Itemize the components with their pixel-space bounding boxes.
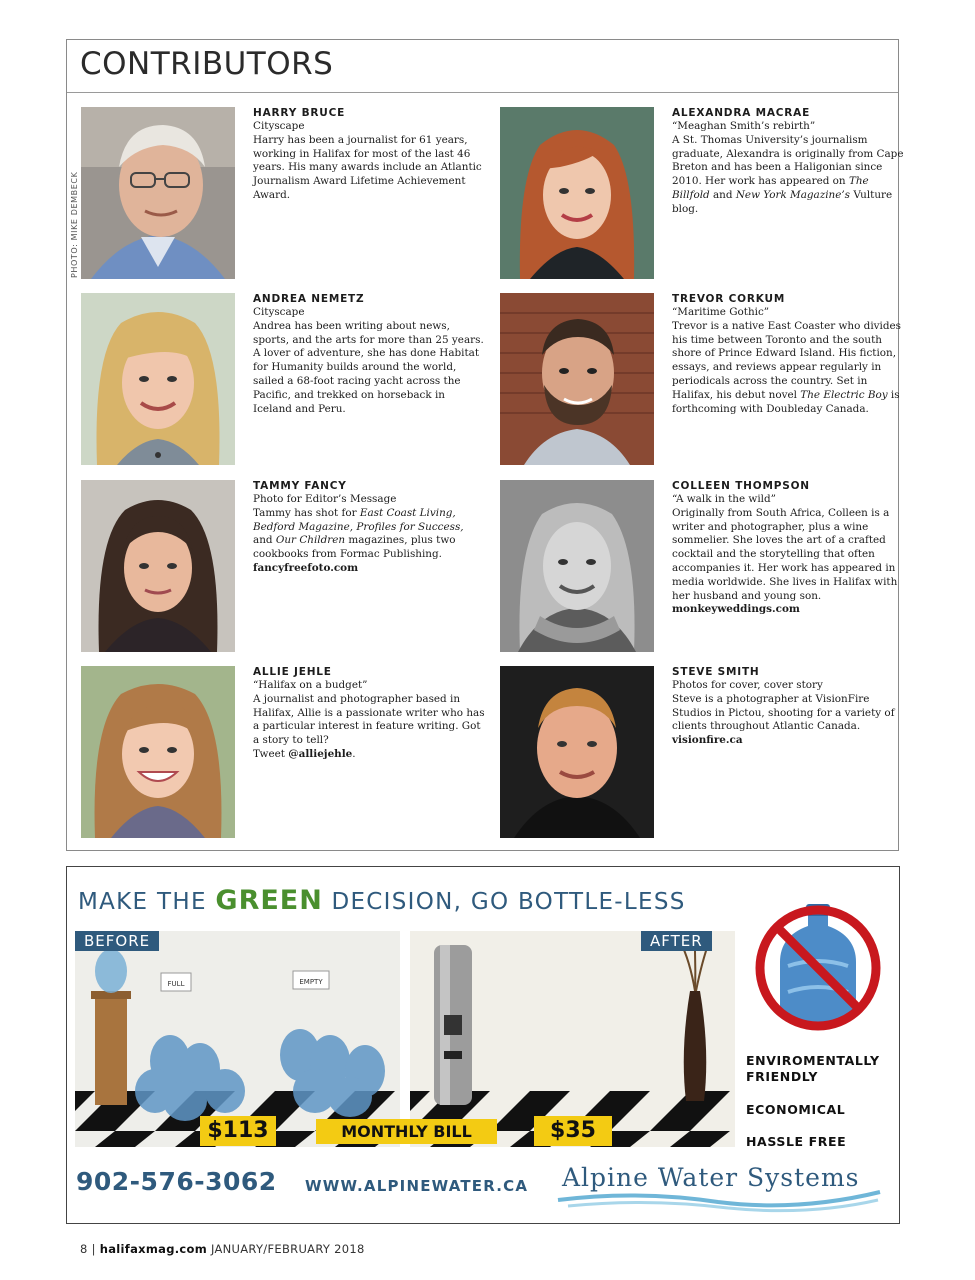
contributor-card-colleen-thompson: [500, 480, 900, 652]
contributor-card-allie-jehle: [81, 666, 485, 838]
contributor-story: “Halifax on a budget”: [253, 679, 368, 691]
sign-full: FULL: [167, 980, 185, 988]
publication-title: Our Children: [275, 534, 346, 547]
contributor-name: ANDREA NEMETZ: [253, 293, 365, 305]
contributor-name: ALEXANDRA MACRAE: [672, 107, 811, 119]
contributor-bio-text: A journalist and photographer based in Halifax, Allie is a passionate writer who has a particular interest in feature writing. Got a story to tell?: [253, 692, 485, 747]
page-number: 8: [80, 1242, 88, 1256]
footer-separator: |: [91, 1242, 96, 1256]
contributor-website-link[interactable]: fancyfreefoto.com: [253, 561, 359, 574]
contributor-story: “Meaghan Smith’s rebirth”: [672, 120, 816, 132]
ad-headline: [78, 885, 686, 916]
contributor-card-harry-bruce: [81, 107, 481, 279]
contributor-photo: [500, 480, 654, 652]
benefit-hassle-free: HASSLE FREE: [746, 1134, 847, 1149]
contributor-story: Cityscape: [253, 120, 305, 132]
contributor-name: STEVE SMITH: [672, 666, 760, 678]
contributor-photo: [81, 107, 235, 279]
price-after: $35: [534, 1116, 612, 1146]
contributor-name: TREVOR CORKUM: [672, 293, 786, 305]
publication-title: The Billfold: [672, 175, 869, 201]
contributor-bio-text: Andrea has been writing about news, sports, and the arts for more than 25 years. A lover of adventure, she has done Habitat for Humanity builds around the world, sailed a 68-foot racing yacht across the Pacific, and trekked on horseback in Iceland and Peru.: [253, 319, 484, 415]
contributor-story: “A walk in the wild”: [672, 493, 776, 505]
contributor-bio: [672, 665, 904, 748]
contributor-website-link[interactable]: monkeyweddings.com: [672, 603, 800, 616]
tweet-prefix: Tweet: [253, 747, 289, 760]
contributor-name: HARRY BRUCE: [253, 107, 346, 119]
logo-text: Alpine Water Systems: [562, 1163, 860, 1192]
contributor-bio: [253, 106, 485, 203]
contributor-photo: [500, 107, 654, 279]
contributor-bio-text: Harry has been a journalist for 61 years, working in Halifax for most of the last 46 years. His many awards include an Atlantic Journalism Award Lifetime Achievement Award.: [253, 133, 482, 201]
ad-headline-part: MAKE THE: [78, 889, 216, 915]
issue-date: JANUARY/FEBRUARY 2018: [210, 1242, 365, 1256]
ad-website-link[interactable]: WWW.ALPINEWATER.CA: [305, 1177, 529, 1195]
contributor-bio-text: Tammy has shot for: [253, 506, 360, 519]
contributor-bio-text: Trevor is a native East Coaster who divides his time between Toronto and the south shore of Prince Edward Island. His fiction, essays, and reviews appear regularly in periodicals across the country. Set in Halifax, his debut novel: [672, 319, 901, 401]
contributor-story: Photo for Editor’s Message: [253, 493, 397, 505]
section-title: CONTRIBUTORS: [80, 46, 334, 82]
contributor-card-alexandra-macrae: [500, 107, 904, 279]
contributor-card-trevor-corkum: [500, 293, 900, 465]
before-photo: [75, 931, 400, 1147]
price-before: $113: [200, 1116, 276, 1146]
contributor-bio-text: A St. Thomas University’s journalism graduate, Alexandra is originally from Cape Breton and has been a Haligonian since 2010. Her work has appeared on: [672, 133, 904, 188]
contributor-name: ALLIE JEHLE: [253, 666, 332, 678]
contributor-story: Photos for cover, cover story: [672, 679, 823, 691]
ad-headline-part: DECISION, GO BOTTLE-LESS: [322, 889, 686, 915]
contributor-photo: [500, 666, 654, 838]
contributor-bio-text: Originally from South Africa, Colleen is a writer and photographer, plus a wine sommelier. She loves the art of a crafted cocktail and the storytelling that often accompanies it. Her work has appeared in media worldwide. She lives in Halifax with her husband and young son.: [672, 506, 898, 602]
before-label: BEFORE: [75, 931, 159, 951]
publication-titles: East Coast Living, Bedford Magazine, Profiles for Success,: [253, 506, 464, 533]
contributor-name: COLLEEN THOMPSON: [672, 480, 810, 492]
contributor-bio-text: is forthcoming with Doubleday Canada.: [672, 388, 900, 415]
site-link[interactable]: halifaxmag.com: [99, 1242, 208, 1256]
contributor-bio: [672, 479, 904, 617]
contributor-bio-text: Vulture blog.: [672, 188, 893, 215]
benefit-environmentally-friendly: ENVIROMENTALLY FRIENDLY: [746, 1053, 880, 1084]
twitter-handle-link[interactable]: @alliejehle: [288, 747, 353, 760]
ad-phone-number[interactable]: 902-576-3062: [76, 1167, 277, 1196]
contributor-photo: [81, 666, 235, 838]
contributor-bio: [253, 292, 485, 416]
contributor-bio: [253, 665, 485, 762]
after-label: AFTER: [641, 931, 712, 951]
contributor-card-tammy-fancy: [81, 480, 481, 652]
title-divider: [67, 92, 898, 93]
contributor-bio-text: Steve is a photographer at VisionFire Studios in Pictou, shooting for a variety of clients throughout Atlantic Canada.: [672, 692, 895, 733]
contributor-name: TAMMY FANCY: [253, 480, 347, 492]
contributor-photo: [81, 293, 235, 465]
contributor-story: Cityscape: [253, 306, 305, 318]
after-photo: [410, 931, 735, 1147]
monthly-bill-label: MONTHLY BILL: [316, 1119, 497, 1144]
book-title: The Electric Boy: [800, 388, 888, 401]
tweet-suffix: .: [352, 747, 356, 760]
no-bottle-icon: [752, 896, 884, 1036]
contributor-bio-text: and: [709, 188, 736, 201]
contributor-card-andrea-nemetz: [81, 293, 484, 465]
sign-empty: EMPTY: [299, 978, 323, 986]
contributor-website-link[interactable]: visionfire.ca: [672, 734, 743, 747]
contributor-bio: [672, 106, 904, 217]
contributor-photo: [81, 480, 235, 652]
contributor-bio: [253, 479, 485, 576]
publication-title: New York Magazine’s: [735, 188, 851, 201]
photo-credit: PHOTO: MIKE DEMBECK: [70, 171, 79, 278]
contributor-card-steve-smith: [500, 666, 900, 838]
alpine-water-logo: [548, 1156, 888, 1214]
contributor-bio-text: and: [253, 534, 276, 547]
contributor-bio-text: magazines, plus two cookbooks from Formac Publishing.: [253, 534, 456, 561]
contributor-story: “Maritime Gothic”: [672, 306, 770, 318]
page-footer: [80, 1242, 365, 1256]
contributor-bio: [672, 292, 904, 416]
ad-headline-green: GREEN: [215, 885, 323, 916]
contributor-photo: [500, 293, 654, 465]
benefit-economical: ECONOMICAL: [746, 1102, 846, 1117]
